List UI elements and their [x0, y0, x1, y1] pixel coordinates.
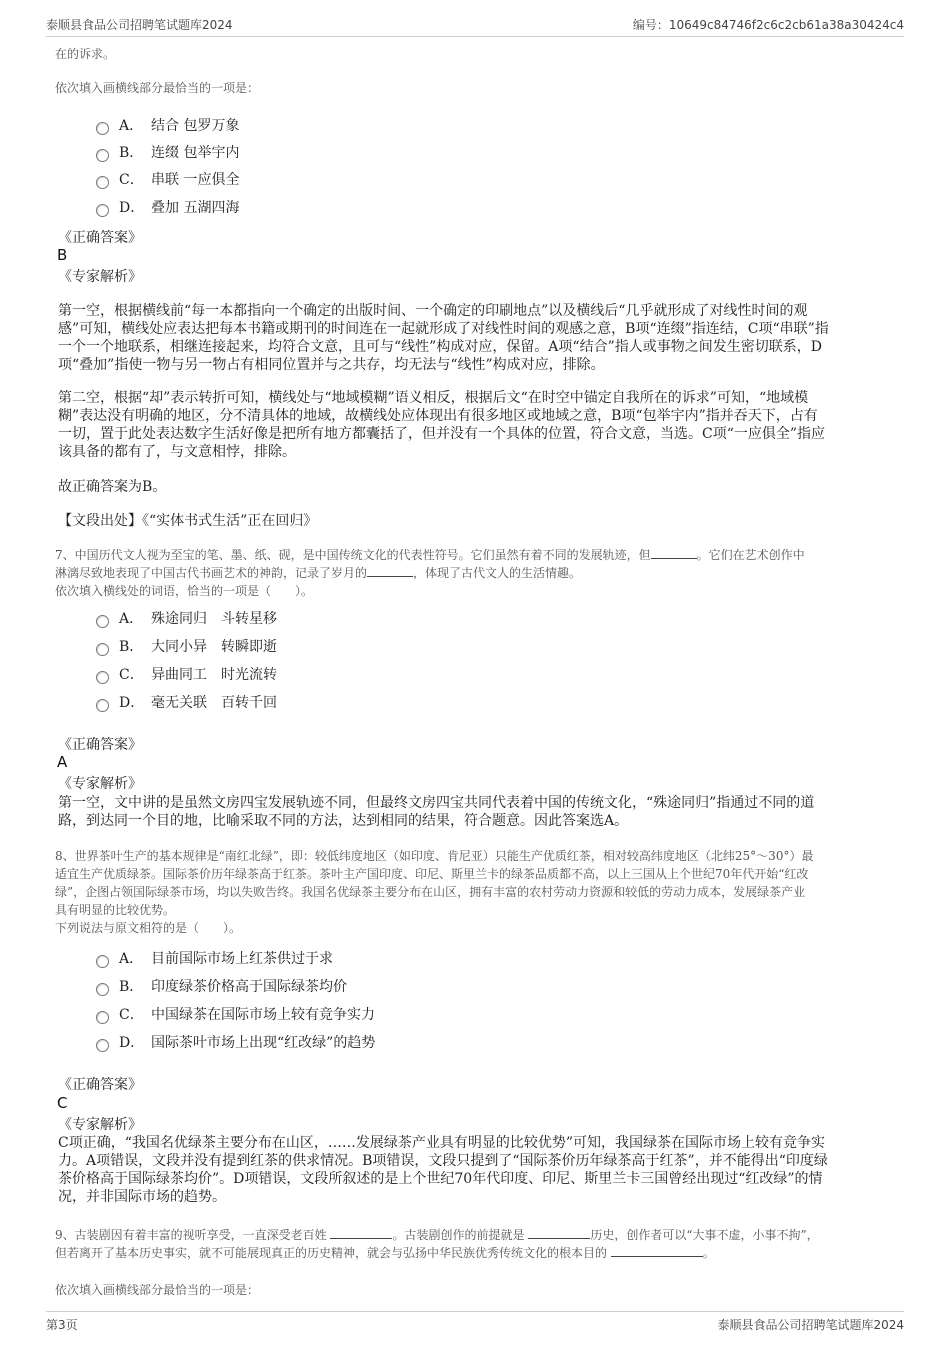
text-line: 茶价格高于国际绿茶均价”。D项错误，文段所叙述的是上个世纪70年代印度、印尼、斯里兰卡三国曾经出现过“红改绿”的情 — [58, 1171, 823, 1187]
q8-option-b[interactable] — [96, 975, 347, 997]
q8-answer: C — [57, 1094, 68, 1112]
blank-line — [611, 1244, 703, 1257]
text-line: 糊”表达没有明确的地区，分不清具体的地域，故横线处应体现出有很多地区或地域之意，B项“包举宇内”指并吞天下，占有 — [58, 408, 818, 424]
option-letter: B． — [119, 145, 144, 161]
q7-option-c[interactable] — [96, 663, 277, 685]
stem-text: 9、古装剧因有着丰富的视听享受，一直深受老百姓 — [55, 1228, 327, 1242]
q6-answer: B — [57, 246, 68, 264]
blank-line — [367, 564, 413, 577]
radio-icon[interactable] — [96, 204, 109, 217]
q8-stem — [55, 847, 813, 937]
stem-text: 但若离开了基本历史事实，就不可能展现真正的历史精神，就会与弘扬中华民族优秀传统文化的根本目的 — [55, 1246, 608, 1260]
option-letter: D． — [119, 1035, 145, 1051]
text-line: 一个一个地联系，相继连接起来，均符合文意，且可与“线性”构成对应，保留。A项“结合”指人或事物之间发生密切联系，D — [58, 339, 822, 355]
q6-source: 【文段出处】《“实体书式生活”正在回归》 — [58, 513, 318, 529]
q7-answer: A — [57, 753, 68, 771]
stem-text: ，体现了古代文人的生活情趣。 — [413, 566, 582, 580]
radio-icon[interactable] — [96, 149, 109, 162]
radio-icon[interactable] — [96, 122, 109, 135]
stem-text: 7、中国历代文人视为至宝的笔、墨、纸、砚，是中国传统文化的代表性符号。它们虽然有着不同的发展轨迹，但 — [55, 548, 651, 562]
radio-icon[interactable] — [96, 643, 109, 656]
q6-option-b[interactable] — [96, 141, 239, 163]
radio-icon[interactable] — [96, 176, 109, 189]
q6-option-c[interactable] — [96, 168, 239, 190]
stem-text: 。它们在艺术创作中 — [696, 548, 805, 562]
page-header — [46, 14, 904, 37]
q8-option-a[interactable] — [96, 947, 333, 969]
text-line: C项正确，“我国名优绿茶主要分布在山区，……发展绿茶产业具有明显的比较优势”可知，我国绿茶在国际市场上较有竞争实 — [58, 1135, 826, 1151]
text-line: 感”可知，横线处应表达把每本书籍或期刊的时间连在一起就形成了对线性时间的观感之意，B项“连缀”指连结，C项“串联”指 — [58, 321, 829, 337]
q7-option-a[interactable] — [96, 607, 277, 629]
option-text: 结合 包罗万象 — [151, 118, 240, 134]
option-text: 殊途同归 斗转星移 — [151, 611, 277, 627]
q6-option-a[interactable] — [96, 114, 239, 136]
q7-analysis-label: 《专家解析》 — [58, 776, 142, 792]
text-line: 适宜生产优质绿茶。国际茶价历年绿茶高于红茶。茶叶主产国印度、印尼、斯里兰卡的绿茶品质都不高，以上三国从上个世纪70年代开始“红改 — [55, 867, 809, 881]
option-text: 印度绿茶价格高于国际绿茶均价 — [151, 979, 347, 995]
option-letter: B． — [119, 639, 144, 655]
stem-text: 淋漓尽致地表现了中国古代书画艺术的神韵，记录了岁月的 — [55, 566, 368, 580]
q7-answer-label: 《正确答案》 — [58, 737, 142, 753]
text-line: 第一空，根据横线前“每一本都指向一个确定的出版时间、一个确定的印刷地点”以及横线后“几乎就形成了对线性时间的观 — [58, 303, 808, 319]
radio-icon[interactable] — [96, 699, 109, 712]
option-text: 国际茶叶市场上出现“红改绿”的趋势 — [151, 1035, 376, 1051]
radio-icon[interactable] — [96, 955, 109, 968]
q9-stem — [55, 1226, 819, 1262]
text-line: 况，并非国际市场的趋势。 — [58, 1189, 226, 1205]
q7-analysis — [58, 794, 814, 830]
option-letter: C． — [119, 667, 144, 683]
q8-answer-label: 《正确答案》 — [58, 1077, 142, 1093]
option-letter: A． — [119, 611, 144, 627]
q8-option-d[interactable] — [96, 1031, 375, 1053]
option-text: 叠加 五湖四海 — [151, 200, 240, 216]
option-text: 毫无关联 百转千回 — [151, 695, 277, 711]
option-letter: D． — [119, 200, 145, 216]
text-line: 一切，置于此处表达数字生活好像是把所有地方都囊括了，但并没有一个具体的位置，符合文意，当选。C项“一应俱全”指应 — [58, 426, 826, 442]
q8-analysis — [58, 1134, 828, 1206]
stem-text: 。 — [702, 1246, 715, 1260]
q7-option-b[interactable] — [96, 635, 277, 657]
q6-prompt: 依次填入画横线部分最恰当的一项是： — [55, 81, 260, 95]
text-line: 具有明显的比较优势。 — [55, 903, 176, 917]
q9-prompt: 依次填入画横线部分最恰当的一项是： — [55, 1283, 260, 1297]
option-letter: C． — [119, 172, 144, 188]
radio-icon[interactable] — [96, 983, 109, 996]
q6-tail: 在的诉求。 — [55, 47, 116, 61]
text-line: 8、世界茶叶生产的基本规律是“南红北绿”，即：较低纬度地区（如印度、肯尼亚）只能生产优质红茶，相对较高纬度地区（北纬25°～30°）最 — [55, 849, 814, 863]
option-text: 中国绿茶在国际市场上较有竞争实力 — [151, 1007, 375, 1023]
text-line: 路，到达同一个目的地，比喻采取不同的方法，达到相同的结果，符合题意。因此答案选A。 — [58, 813, 629, 829]
q7-prompt: 依次填入横线处的词语，恰当的一项是（ ）。 — [55, 584, 314, 598]
blank-line — [651, 546, 697, 559]
option-text: 异曲同工 时光流转 — [151, 667, 277, 683]
option-letter: D． — [119, 695, 145, 711]
page-footer — [46, 1311, 904, 1334]
option-letter: C． — [119, 1007, 144, 1023]
footer-title: 泰顺县食品公司招聘笔试题库2024 — [717, 1318, 904, 1332]
header-doc-id: 编号：10649c84746f2c6c2cb61a38a30424c4 — [632, 18, 904, 32]
q6-conclusion: 故正确答案为B。 — [58, 479, 167, 495]
radio-icon[interactable] — [96, 1039, 109, 1052]
radio-icon[interactable] — [96, 1011, 109, 1024]
radio-icon[interactable] — [96, 615, 109, 628]
blank-line — [330, 1226, 392, 1239]
q7-option-d[interactable] — [96, 691, 277, 713]
text-line: 项“叠加”指使一物与另一物占有相同位置并与之共存，均无法与“线性”构成对应，排除。 — [58, 357, 605, 373]
stem-text: 历史，创作者可以“大事不虚，小事不拘”， — [590, 1228, 819, 1242]
stem-text: 。古装剧创作的前提就是 — [392, 1228, 525, 1242]
q6-analysis-para2 — [58, 389, 825, 461]
text-line: 力。A项错误，文段并没有提到红茶的供求情况。B项错误，文段只提到了“国际茶价历年绿茶高于红茶”，并不能得出“印度绿 — [58, 1153, 828, 1169]
page-number: 第3页 — [46, 1318, 78, 1332]
q6-analysis-para1 — [58, 302, 829, 374]
radio-icon[interactable] — [96, 671, 109, 684]
option-text: 连缀 包举宇内 — [151, 145, 240, 161]
option-text: 串联 一应俱全 — [151, 172, 240, 188]
option-text: 目前国际市场上红茶供过于求 — [151, 951, 333, 967]
q6-option-d[interactable] — [96, 196, 239, 218]
text-line: 该具备的都有了，与文意相悖，排除。 — [58, 444, 296, 460]
q8-option-c[interactable] — [96, 1003, 375, 1025]
q8-analysis-label: 《专家解析》 — [58, 1117, 142, 1133]
q6-answer-label: 《正确答案》 — [58, 230, 142, 246]
option-text: 大同小异 转瞬即逝 — [151, 639, 277, 655]
blank-line — [528, 1226, 590, 1239]
text-line: 绿”，企图占领国际绿茶市场，均以失败告终。我国名优绿茶主要分布在山区，拥有丰富的农村劳动力资源和较低的劳动力成本，发展绿茶产业 — [55, 885, 806, 899]
q6-analysis-label: 《专家解析》 — [58, 269, 142, 285]
text-line: 第一空，文中讲的是虽然文房四宝发展轨迹不同，但最终文房四宝共同代表着中国的传统文化，“殊途同归”指通过不同的道 — [58, 795, 815, 811]
text-line: 第二空，根据“却”表示转折可知，横线处与“地域模糊”语义相反，根据后文“在时空中锚定自我所在的诉求”可知，“地域模 — [58, 390, 809, 406]
q8-prompt: 下列说法与原文相符的是（ ）。 — [55, 921, 242, 935]
q7-stem — [55, 546, 805, 600]
header-title: 泰顺县食品公司招聘笔试题库2024 — [46, 18, 233, 32]
option-letter: A． — [119, 118, 144, 134]
option-letter: B． — [119, 979, 144, 995]
option-letter: A． — [119, 951, 144, 967]
